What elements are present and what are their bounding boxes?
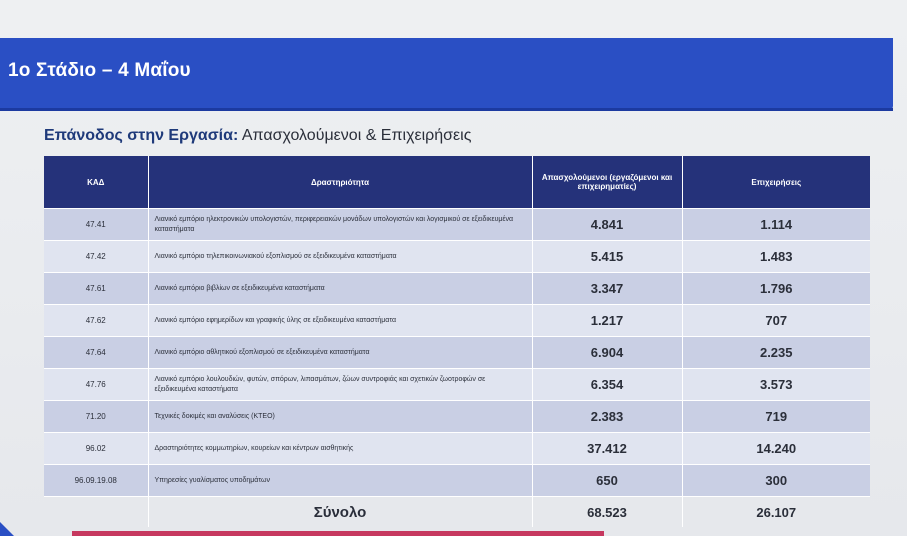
total-businesses: 26.107 bbox=[682, 497, 870, 528]
employed-cell: 5.415 bbox=[532, 241, 682, 273]
slide-title: 1ο Στάδιο – 4 Μαΐου bbox=[8, 60, 191, 81]
businesses-cell: 707 bbox=[682, 305, 870, 337]
employed-cell: 4.841 bbox=[532, 209, 682, 241]
employed-cell: 6.354 bbox=[532, 369, 682, 401]
kad-cell: 47.76 bbox=[44, 369, 148, 401]
employed-cell: 2.383 bbox=[532, 401, 682, 433]
kad-cell: 47.62 bbox=[44, 305, 148, 337]
total-row bbox=[44, 497, 870, 528]
total-spacer bbox=[44, 497, 148, 528]
table-row bbox=[44, 241, 870, 273]
employed-cell: 37.412 bbox=[532, 433, 682, 465]
kad-cell: 47.42 bbox=[44, 241, 148, 273]
businesses-cell: 1.114 bbox=[682, 209, 870, 241]
corner-accent bbox=[0, 522, 14, 536]
table-row bbox=[44, 209, 870, 241]
employed-cell: 6.904 bbox=[532, 337, 682, 369]
subtitle-rest: Απασχολούμενοι & Επιχειρήσεις bbox=[241, 127, 472, 144]
table-row bbox=[44, 305, 870, 337]
header-businesses: Επιχειρήσεις bbox=[682, 156, 870, 209]
header-activity: Δραστηριότητα bbox=[148, 156, 532, 209]
table-row bbox=[44, 369, 870, 401]
activity-cell: Υπηρεσίες γυαλίσματος υποδημάτων bbox=[148, 465, 532, 497]
kad-cell: 47.61 bbox=[44, 273, 148, 305]
kad-cell: 96.09.19.08 bbox=[44, 465, 148, 497]
businesses-cell: 2.235 bbox=[682, 337, 870, 369]
table-row bbox=[44, 433, 870, 465]
activity-cell: Τεχνικές δοκιμές και αναλύσεις (ΚΤΕΟ) bbox=[148, 401, 532, 433]
table-row bbox=[44, 273, 870, 305]
header-kad: ΚΑΔ bbox=[44, 156, 148, 209]
subtitle-bold: Επάνοδος στην Εργασία: bbox=[44, 127, 239, 144]
total-label: Σύνολο bbox=[148, 497, 532, 528]
employed-cell: 1.217 bbox=[532, 305, 682, 337]
activity-cell: Δραστηριότητες κομμωτηρίων, κουρείων και κέντρων αισθητικής bbox=[148, 433, 532, 465]
employed-cell: 650 bbox=[532, 465, 682, 497]
businesses-cell: 14.240 bbox=[682, 433, 870, 465]
employed-cell: 3.347 bbox=[532, 273, 682, 305]
activity-cell: Λιανικό εμπόριο εφημερίδων και γραφικής ύλης σε εξειδικευμένα καταστήματα bbox=[148, 305, 532, 337]
accent-bar bbox=[72, 531, 604, 536]
banner-underline bbox=[0, 108, 893, 111]
activity-cell: Λιανικό εμπόριο λουλουδιών, φυτών, σπόρων, λιπασμάτων, ζώων συντροφιάς και σχετικών ζωοτροφών σε εξειδικευμένα καταστήματα bbox=[148, 369, 532, 401]
table-header-row bbox=[44, 156, 870, 209]
table-row bbox=[44, 337, 870, 369]
kad-cell: 47.64 bbox=[44, 337, 148, 369]
kad-cell: 71.20 bbox=[44, 401, 148, 433]
kad-cell: 96.02 bbox=[44, 433, 148, 465]
businesses-cell: 719 bbox=[682, 401, 870, 433]
table-row bbox=[44, 401, 870, 433]
employment-table bbox=[44, 156, 870, 527]
businesses-cell: 3.573 bbox=[682, 369, 870, 401]
businesses-cell: 1.483 bbox=[682, 241, 870, 273]
activity-cell: Λιανικό εμπόριο βιβλίων σε εξειδικευμένα καταστήματα bbox=[148, 273, 532, 305]
section-subtitle bbox=[44, 127, 471, 145]
table-row bbox=[44, 465, 870, 497]
activity-cell: Λιανικό εμπόριο ηλεκτρονικών υπολογιστών, περιφερειακών μονάδων υπολογιστών και λογισμικού σε εξειδικευμένα καταστήματα bbox=[148, 209, 532, 241]
businesses-cell: 1.796 bbox=[682, 273, 870, 305]
total-employed: 68.523 bbox=[532, 497, 682, 528]
header-employed: Απασχολούμενοι (εργαζόμενοι και επιχειρηματίες) bbox=[532, 156, 682, 209]
activity-cell: Λιανικό εμπόριο τηλεπικοινωνιακού εξοπλισμού σε εξειδικευμένα καταστήματα bbox=[148, 241, 532, 273]
activity-cell: Λιανικό εμπόριο αθλητικού εξοπλισμού σε εξειδικευμένα καταστήματα bbox=[148, 337, 532, 369]
businesses-cell: 300 bbox=[682, 465, 870, 497]
kad-cell: 47.41 bbox=[44, 209, 148, 241]
